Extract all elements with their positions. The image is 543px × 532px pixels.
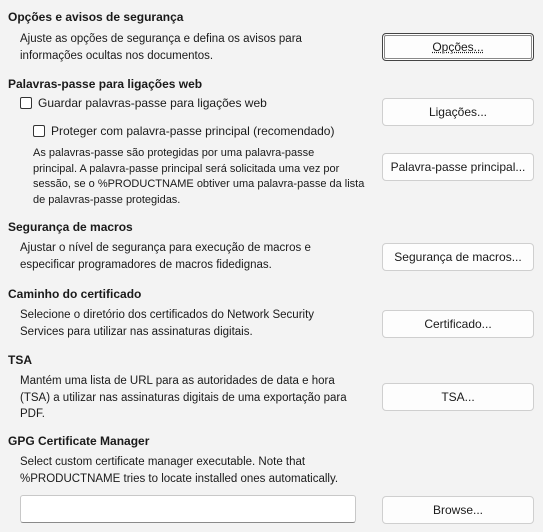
desc-line: Ajuste as opções de segurança e defina os avisos para [20,33,302,45]
options-button[interactable] [382,33,534,61]
security-options-heading: Opções e avisos de segurança [8,10,184,24]
web-passwords-heading: Palavras-passe para ligações web [8,77,203,91]
gpg-executable-input[interactable] [20,495,356,523]
master-password-label: Proteger com palavra-passe principal (recomendado) [51,124,335,138]
master-password-button[interactable] [382,153,534,181]
macro-security-heading: Segurança de macros [8,220,133,234]
connections-button-label: Ligações... [428,105,488,119]
desc-line: Ajustar o nível de segurança para execução de macros e [20,242,311,254]
master-password-checkbox-row[interactable] [33,124,334,138]
desc-line: especificar programadores de macros fidedignas. [20,258,272,271]
desc-line: PDF. [20,408,45,420]
desc-line: sessão, se o %PRODUCTNAME obtiver uma palavra-passe da lista [33,178,365,190]
options-button-label: Opções... [432,40,484,54]
security-options-description [20,31,302,64]
desc-line: principal. A palavra-passe principal será solicitada uma vez por [33,162,340,175]
desc-line: (TSA) a utilizar nas assinaturas digitais de uma exportação para [20,391,347,404]
master-password-checkbox[interactable] [33,125,45,137]
gpg-description [20,454,338,487]
macro-security-button[interactable] [382,243,534,271]
connections-button[interactable] [382,98,534,126]
tsa-button-label: TSA... [441,390,475,404]
save-passwords-label: Guardar palavras-passe para ligações web [38,96,267,110]
gpg-heading: GPG Certificate Manager [8,434,150,448]
desc-line: As palavras-passe são protegidas por uma palavra-passe [33,147,315,159]
web-passwords-description [33,146,364,208]
macro-security-description [20,240,311,273]
macro-security-button-label: Segurança de macros... [394,250,522,264]
master-password-button-label: Palavra-passe principal... [390,160,526,174]
browse-button[interactable] [382,496,534,524]
browse-button-label: Browse... [432,503,483,517]
certificate-path-heading: Caminho do certificado [8,287,142,301]
certificate-button-label: Certificado... [424,317,492,331]
tsa-description [20,373,347,423]
desc-line: %PRODUCTNAME tries to locate installed ones automatically. [20,472,339,485]
desc-line: Selecione o diretório dos certificados do Network Security [20,309,315,321]
desc-line: Services para utilizar nas assinaturas digitais. [20,325,253,338]
tsa-heading: TSA [8,353,32,367]
save-passwords-checkbox-row[interactable] [20,96,267,110]
tsa-button[interactable] [382,383,534,411]
desc-line: de palavras-passe protegidas. [33,193,181,206]
certificate-button[interactable] [382,310,534,338]
desc-line: Select custom certificate manager executable. Note that [20,456,306,468]
certificate-path-description [20,307,314,340]
save-passwords-checkbox[interactable] [20,97,32,109]
desc-line: Mantém uma lista de URL para as autoridades de data e hora [20,375,335,387]
desc-line: informações ocultas nos documentos. [20,49,214,62]
